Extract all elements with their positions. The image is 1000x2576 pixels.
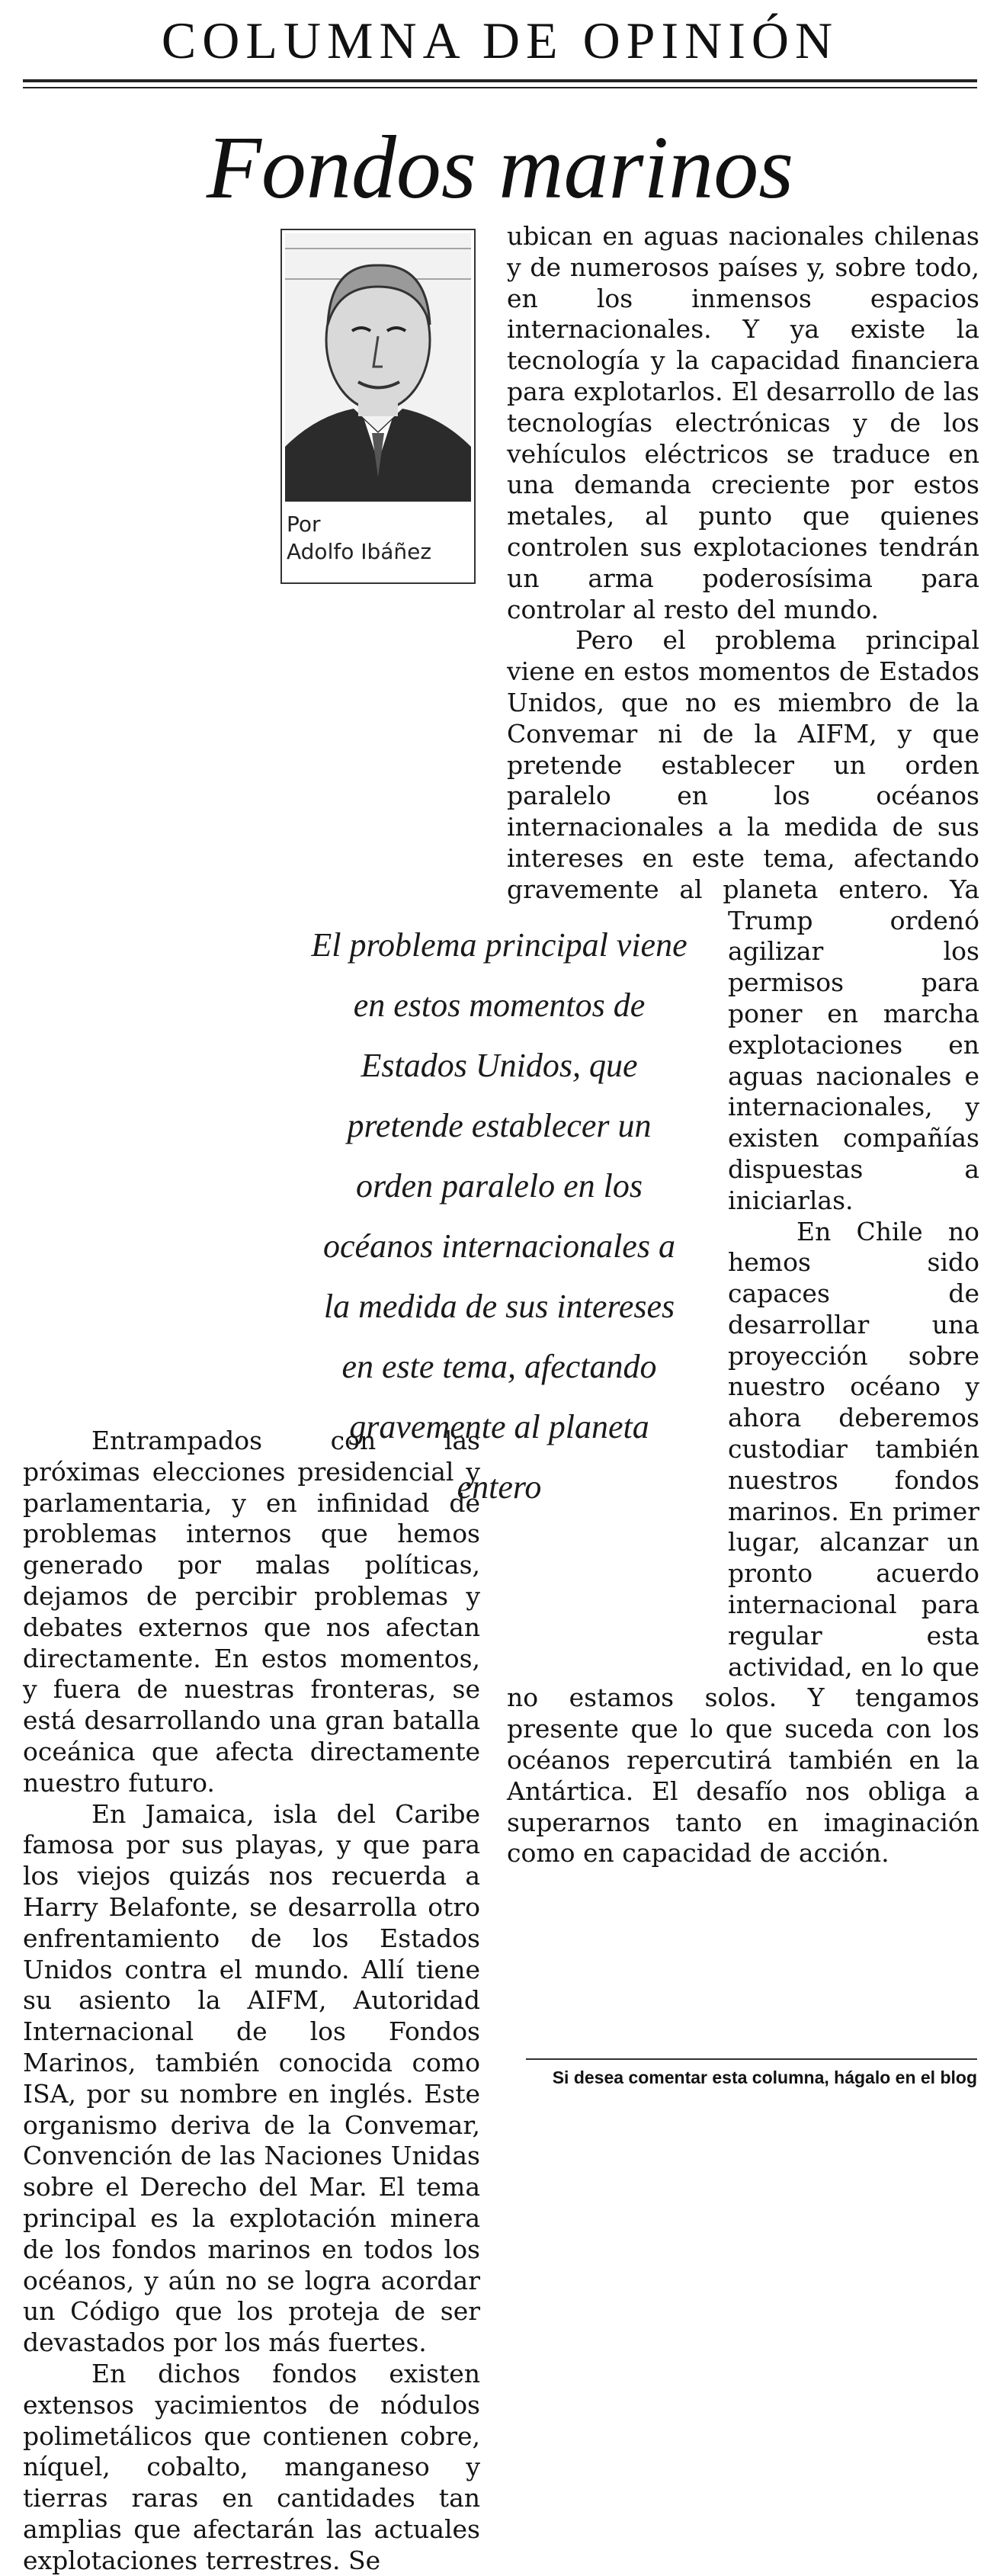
byline bbox=[287, 511, 431, 566]
paragraph: En dichos fondos existen extensos yacimientos de nódulos polimetálicos que contienen cobre, níquel, cobalto, manganeso y tierras raras en cantidades tan amplias que afectarán las actuales explotaciones terrestres. Se bbox=[23, 2358, 480, 2575]
section-header: COLUMNA DE OPINIÓN bbox=[161, 11, 839, 69]
blog-comment-note: Si desea comentar esta columna, hágalo en el blog bbox=[552, 2068, 977, 2087]
header-rule-top bbox=[23, 79, 977, 82]
author-portrait-image bbox=[285, 233, 471, 502]
header-rule-bottom bbox=[23, 87, 977, 88]
article-title: Fondos marinos bbox=[206, 117, 794, 217]
paragraph: En Jamaica, isla del Caribe famosa por sus playas, y que para los viejos quizás nos recuerda a Harry Belafonte, se desarrolla otro enfrentamiento de los Estados Unidos contra el mundo. Allí tiene su asiento la AIFM, Autoridad Internacional de los Fondos Marinos, también conocida como ISA, por su nombre en inglés. Este organismo deriva de la Convemar, Convención de las Naciones Unidas sobre el Derecho del Mar. El tema principal es la explotación minera de los fondos marinos en todos los océanos, y aún no se logra acordar un Código que los proteja de ser devastados por los más fuertes. bbox=[23, 1798, 480, 2358]
pull-quote: El problema principal viene en estos momentos de Estados Unidos, que pretende establecer un orden paralelo en los océanos internacionales a la medida de sus intereses en este tema, afectando gravemente al planeta entero bbox=[311, 926, 688, 1506]
footer-rule bbox=[526, 2058, 977, 2060]
paragraph: Entrampados con las próximas elecciones presidencial y parlamentaria, y en infinidad de problemas internos que hemos generado por malas políticas, dejamos de percibir problemas y debates externos que nos afectan directamente. En estos momentos, y fuera de nuestras fronteras, se está desarrollando una gran batalla oceánica que afecta directamente nuestro futuro. bbox=[23, 1426, 480, 1798]
paragraph: Pero el problema principal viene en estos momentos de Estados Unidos, que no es miembro de la Convemar ni de la AIFM, y que pretende establecer un orden paralelo en los océanos internacionales a la medida de sus intereses en este tema, afectando gravemente al planeta entero. Ya Trump ordenó agilizar los permisos para poner en marcha explotaciones en aguas nacionales e internacionales, y existen compañías dispuestas a iniciarlas. bbox=[507, 625, 979, 1215]
paragraph: En Chile no hemos sido capaces de desarrollar una proyección sobre nuestro océano y ahora deberemos custodiar también nuestros fondos marinos. En primer lugar, alcanzar un pronto acuerdo internacional para regular esta actividad, en lo que no estamos solos. Y tengamos presente que lo que suceda con los océanos repercutirá también en la Antártica. El desafío nos obliga a superarnos tanto en imaginación como en capacidad de acción. bbox=[507, 1216, 979, 1869]
byline-prefix: Por bbox=[287, 512, 321, 537]
author-photo-frame bbox=[280, 229, 476, 584]
paragraph: ubican en aguas nacionales chilenas y de numerosos países y, sobre todo, en los inmensos espacios internacionales. Y ya existe la tecnología y la capacidad financiera para explotarlos. El desarrollo de las tecnologías electrónicas y de los vehículos eléctricos se traduce en una demanda creciente por estos metales, al punto que quienes controlen sus explotaciones tendrán un arma poderosísima para controlar al resto del mundo. bbox=[507, 221, 979, 624]
byline-author: Adolfo Ibáñez bbox=[287, 539, 432, 564]
